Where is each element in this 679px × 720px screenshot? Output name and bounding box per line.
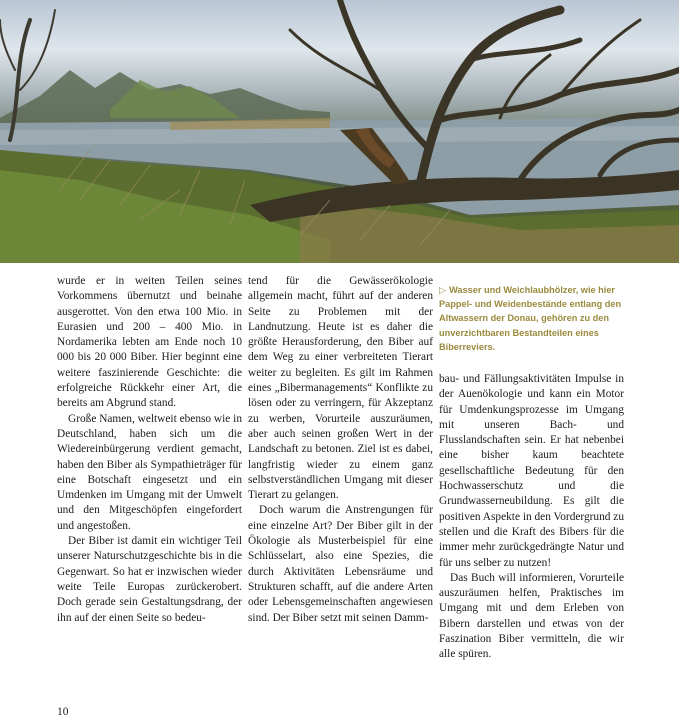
paragraph: tend für die Gewässerökologie allgemein macht, führt auf der anderen Seite zu Problemen mit der Landnutzung. Heute ist es daher die größte Herausforderung, den Biber auf dem Weg zu einer verbreiteten Tierart weiter zu begleiten. Es gilt im Rahmen eines „Bibermanagements“ Konflikte zu lösen oder zu verringern, für Akzeptanz zu werben, Vorurteile auszuräumen, aber auch seinen großen Wert in der Landschaft zu betonen. Ziel ist es dabei, langfristig wieder zu einem ganz selbstverständlichen Umgang mit dieser Tierart zu gelangen. — [248, 275, 433, 502]
photo-caption — [439, 283, 625, 354]
paragraph: Große Namen, weltweit ebenso wie in Deutschland, haben sich um die Wiedereinbürgerung verdient gemacht, haben den Biber als Sympathieträger für eine Botschaft eingesetzt und ein Umdenken im Umgang mit der Umwelt und den Mitgeschöpfen eingefordert und angestoßen. — [57, 412, 242, 532]
caption-marker-icon: ▷ — [439, 285, 447, 295]
landscape-photo — [0, 0, 679, 263]
photo-illustration — [0, 0, 679, 263]
paragraph: Das Buch will informieren, Vorurteile auszuräumen helfen, Praktisches im Umgang mit und dem Erleben von Bibern darstellen und etwas von der Faszination Biber vermitteln, die wir alle spüren. — [439, 571, 624, 661]
paragraph: Der Biber ist damit ein wichtiger Teil unserer Naturschutzgeschichte bis in die Gegenwart. So hat er inzwischen wieder weite Teile Europas zurückerobert. Doch gerade sein Gestaltungsdrang, der ihn auf der einen Seite so bedeu- — [57, 535, 242, 624]
page-number: 10 — [57, 706, 69, 718]
text-column-2 — [248, 274, 433, 626]
paragraph: wurde er in weiten Teilen seines Vorkommens übernutzt und beinahe ausgerottet. Von den etwa 100 Mio. in Eurasien und 200 – 400 Mio. in Nordamerika lebten am Ende noch 10 000 bis 20 000 Biber. Hier beginnt eine weitere faszinierende Geschichte: die erfolgreiche Rückkehr einer Art, die bereits am Abgrund stand. — [57, 275, 242, 410]
paragraph: Doch warum die Anstrengungen für eine einzelne Art? Der Biber gilt in der Ökologie als Musterbeispiel für eine Schlüsselart, also eine Spezies, die durch Aktivitäten Lebensräume und Strukturen schafft, auf die andere Arten oder Lebensgemeinschaften angewiesen sind. Der Biber setzt mit seinen Damm- — [248, 504, 433, 624]
text-column-1 — [57, 274, 242, 626]
caption-text: Wasser und Weichlaubhölzer, wie hier Pappel- und Weidenbestände entlang den Altwassern der Donau, gehören zu den unverzichtbaren Bestandteilen eines Biberreviers. — [439, 285, 622, 352]
text-column-3 — [439, 372, 624, 663]
paragraph: bau- und Fällungsaktivitäten Impulse in der Auenökologie und kann ein Motor für Umdenkungsprozesse im Umgang mit unseren Bach- und Flusslandschaften sein. Er hat nebenbei eine bisher kaum beachtete gesellschaftliche Bedeutung für den Hochwasserschutz und die Grundwasserneubildung. Es gilt die positiven Aspekte in den Vordergrund zu stellen und die Kraft des Bibers für die immer mehr zurückgedrängte Natur und für uns selber zu nutzen! — [439, 373, 624, 569]
